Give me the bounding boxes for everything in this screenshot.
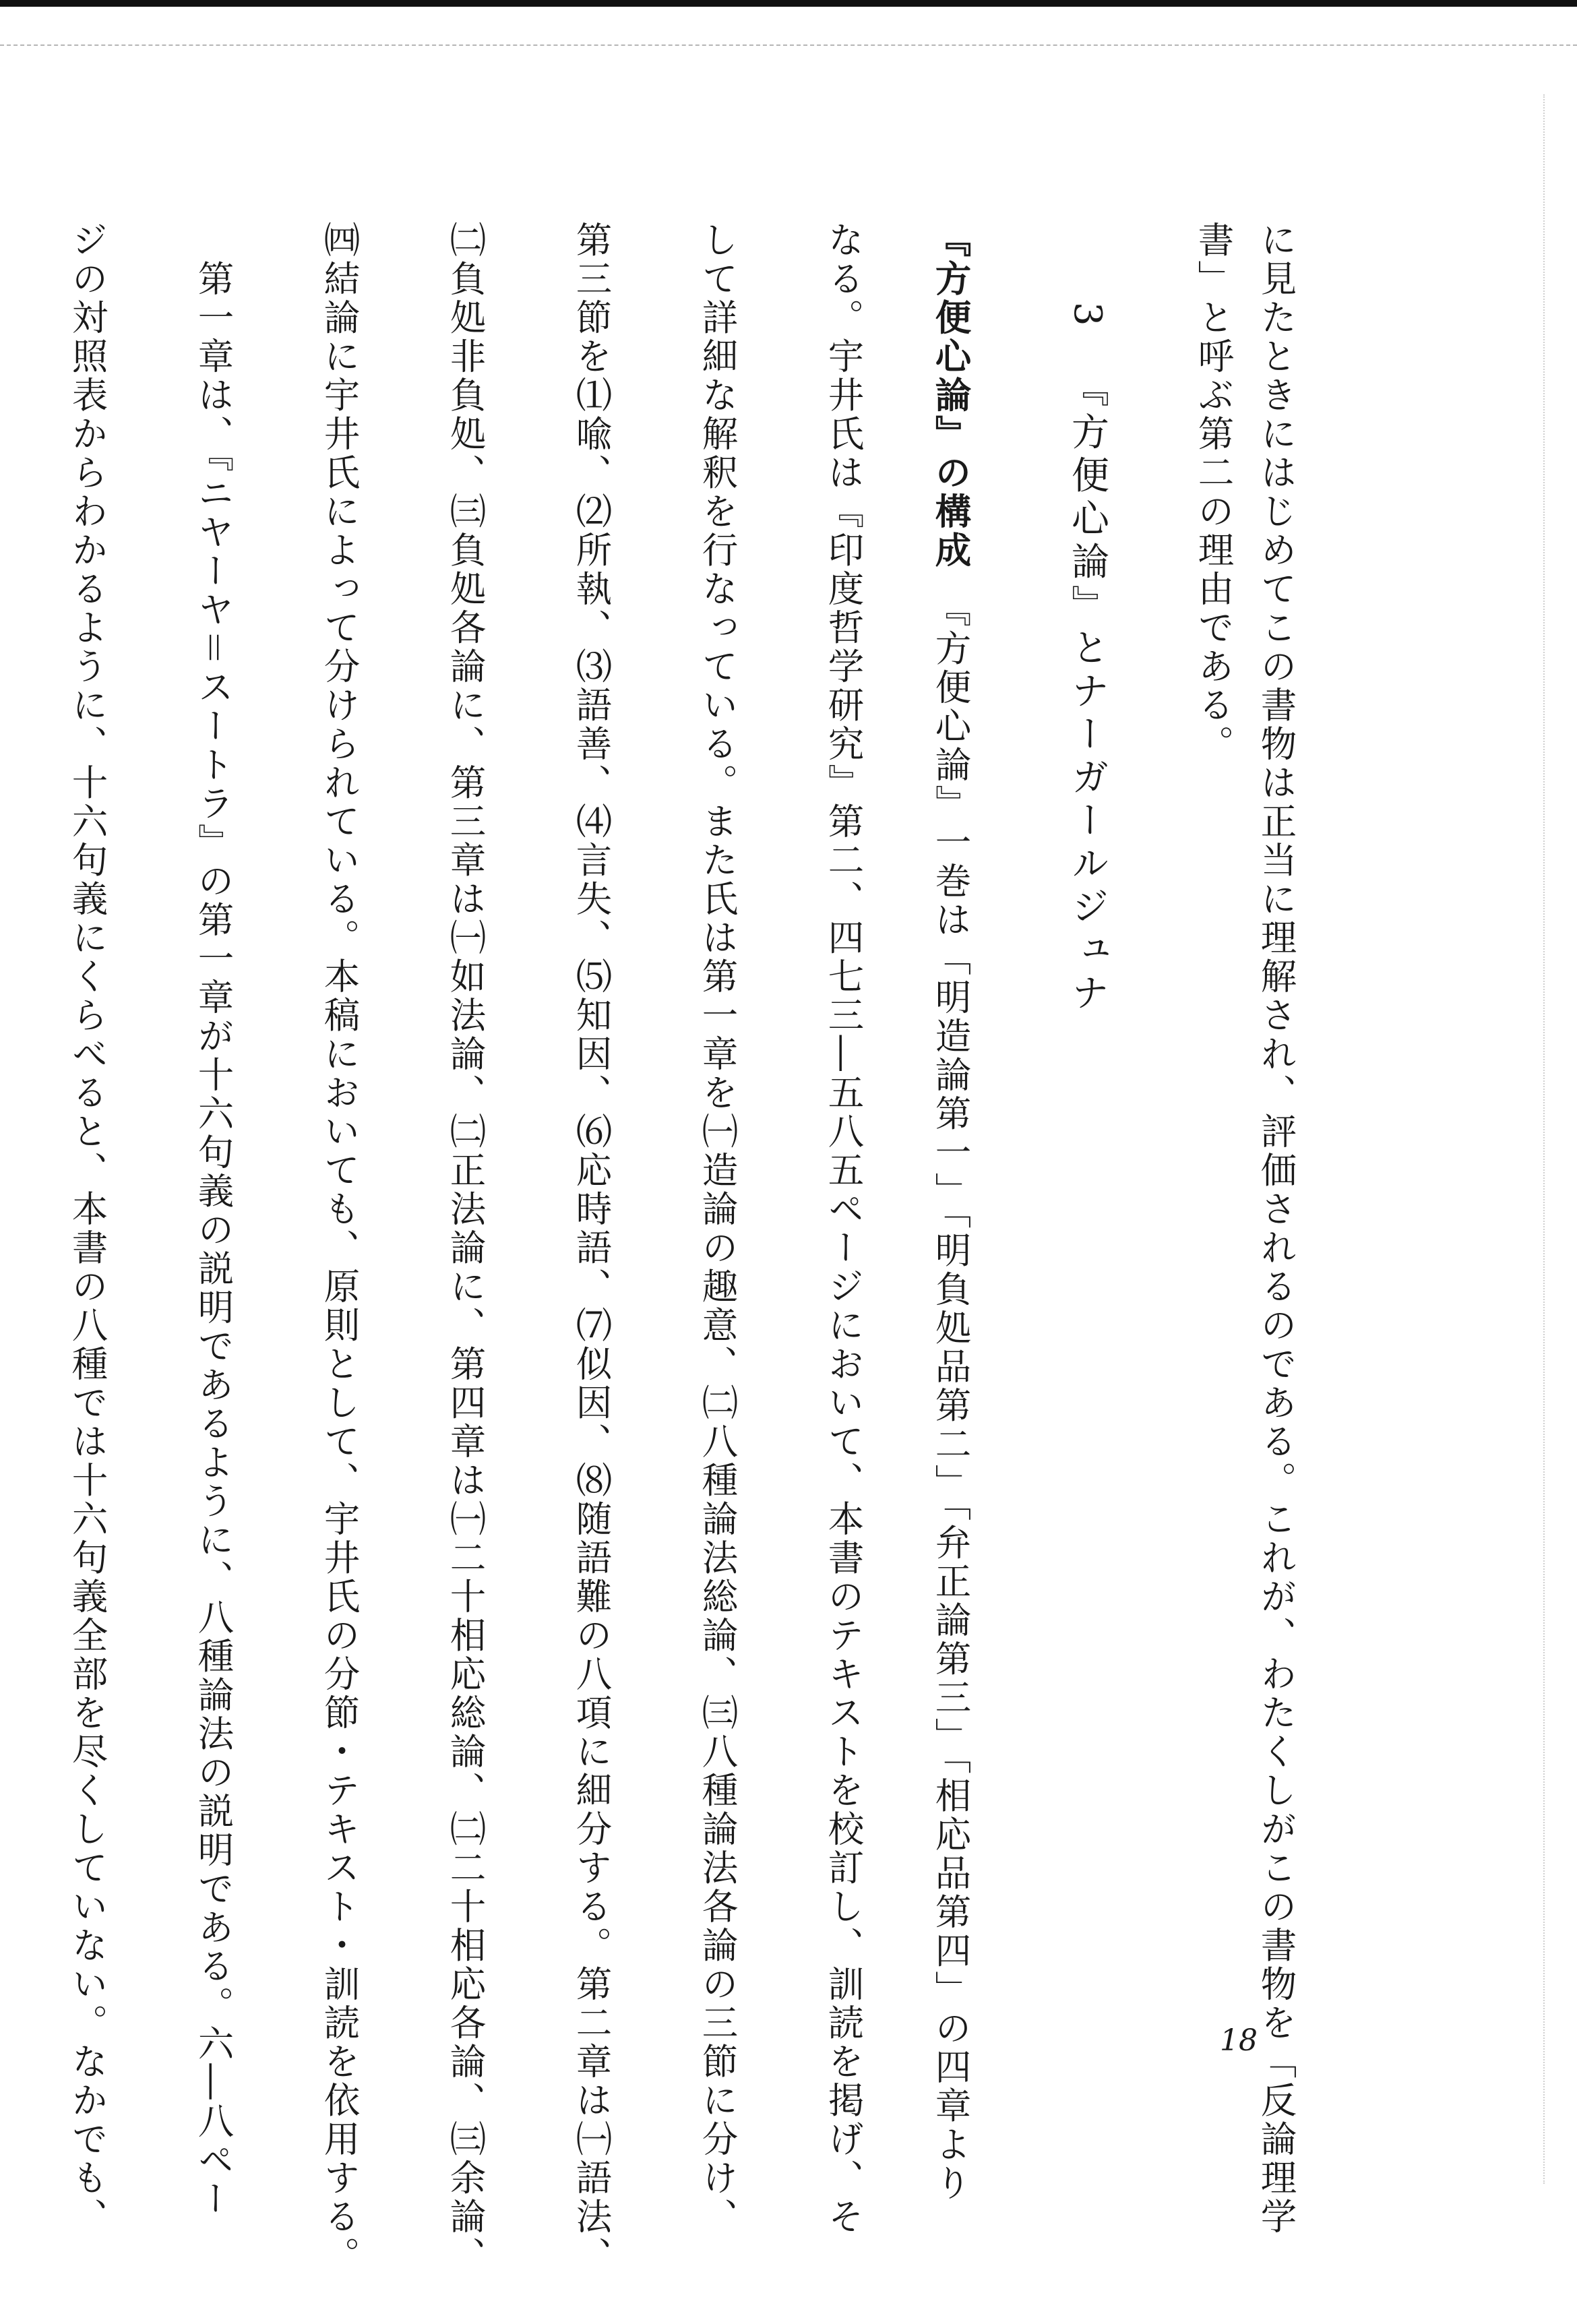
text-column-11-body: 第一章は、『ニヤーヤ＝スートラ』の第一章が十六句義の説明であるように、八種論法の説明である。六―八ペー bbox=[192, 259, 235, 2219]
text-column-7: して詳細な解釈を行なっている。また氏は第一章を㈠造論の趣意、㈡八種論法総論、㈢八種論法各論の三節に分け、 bbox=[696, 221, 739, 2236]
text-column-6: なる。宇井氏は『印度哲学研究』第二、四七三―五八五ページにおいて、本書のテキストを校訂し、訓読を掲げ、そ bbox=[822, 221, 865, 2236]
vertical-text-body bbox=[0, 221, 1307, 2324]
paragraph-heading: 『方便心論』の構成 bbox=[929, 221, 972, 570]
section-title: 『方便心論』とナーガールジュナ bbox=[1065, 369, 1109, 1016]
text-column-10: ㈣結論に宇井氏によって分けられている。本稿においても、原則として、宇井氏の分節・テキスト・訓読を依用する。 bbox=[318, 221, 361, 2275]
text-column-8: 第三節を⑴喩、⑵所執、⑶語善、⑷言失、⑸知因、⑹応時語、⑺似因、⑻随語難の八項に細分する。第二章は㈠語法、 bbox=[570, 221, 613, 2275]
scan-top-border bbox=[0, 0, 1577, 7]
scan-right-edge bbox=[1543, 94, 1545, 2184]
text-column-12: ジの対照表からわかるように、十六句義にくらべると、本書の八種では十六句義全部を尽くしていない。なかでも、 bbox=[66, 221, 109, 2236]
section-heading bbox=[1056, 302, 1119, 2324]
scan-dashed-rule bbox=[0, 44, 1577, 46]
page-number: 18 bbox=[1220, 2023, 1258, 2058]
text-column-1: に見たときにはじめてこの書物は正当に理解され、評価されるのである。これが、わたくしがこの書物を「反論理学 bbox=[1255, 221, 1297, 2236]
paragraph-body-start: 『方便心論』一巻は「明造論第一」「明負処品第二」「弁正論第三」「相応品第四」の四章より bbox=[929, 609, 972, 2203]
section-number: 3 bbox=[1065, 302, 1109, 332]
text-column-5 bbox=[919, 221, 982, 2324]
text-column-2: 書」と呼ぶ第二の理由である。 bbox=[1192, 221, 1235, 764]
text-column-9: ㈡負処非負処、㈢負処各論に、第三章は㈠如法論、㈡正法論に、第四章は㈠二十相応総論、㈡二十相応各論、㈢余論、 bbox=[444, 221, 487, 2275]
text-column-11 bbox=[182, 221, 245, 2324]
